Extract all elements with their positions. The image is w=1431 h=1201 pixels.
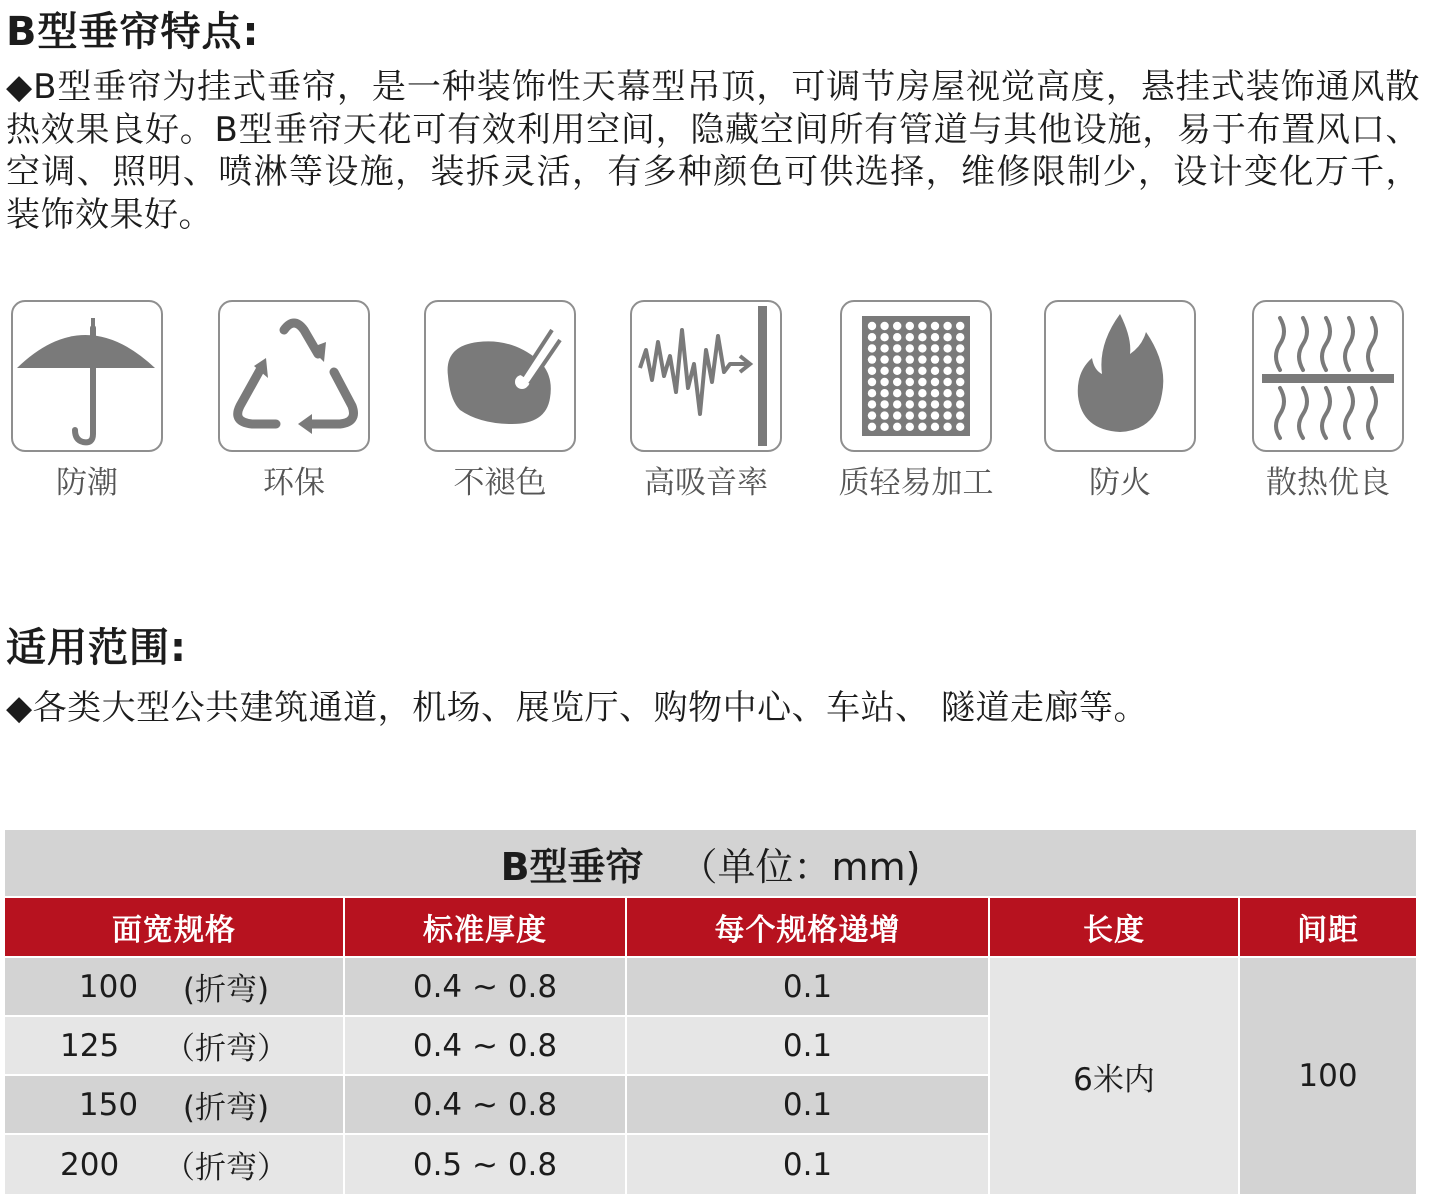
perforation-dot xyxy=(956,423,964,431)
perforation-dot xyxy=(868,322,876,330)
width-note: (折弯) xyxy=(182,972,270,1008)
perforation-dot xyxy=(918,344,926,352)
feature-icons-row xyxy=(0,300,1431,520)
table-title xyxy=(5,830,1416,896)
perforation-dot xyxy=(868,367,876,375)
color-palette-icon xyxy=(424,300,576,452)
header-increment: 每个规格递增 xyxy=(627,898,988,956)
perforation-dot xyxy=(893,367,901,375)
perforation-dot xyxy=(918,355,926,363)
perforation-dot xyxy=(893,355,901,363)
perforation-dot xyxy=(956,378,964,386)
width-note: （折弯） xyxy=(164,1031,288,1067)
perforation-dot xyxy=(943,355,951,363)
header-width-spec: 面宽规格 xyxy=(5,898,343,956)
perforation-dot xyxy=(880,378,888,386)
width-value: 100 xyxy=(78,968,139,1005)
perforation-dot xyxy=(918,333,926,341)
umbrella-icon xyxy=(11,300,163,452)
table-row-thickness: 0.4 ~ 0.8 xyxy=(345,1017,625,1074)
perforation-dot xyxy=(906,378,914,386)
sound-wave-icon xyxy=(630,300,782,452)
perforation-dot xyxy=(956,367,964,375)
perforation-dot xyxy=(918,411,926,419)
perforation-dot xyxy=(931,423,939,431)
table-title-text: B型垂帘 xyxy=(500,844,644,889)
spec-table xyxy=(5,830,1416,1197)
length-cell: 6米内 xyxy=(990,958,1238,1194)
table-unit: （单位：mm) xyxy=(679,844,921,889)
perforation-dot xyxy=(943,411,951,419)
feature-moisture-proof xyxy=(0,300,190,502)
table-row-thickness: 0.5 ~ 0.8 xyxy=(345,1135,625,1194)
perforation-dot xyxy=(906,322,914,330)
perforation-dot xyxy=(906,367,914,375)
perforation-dot xyxy=(956,389,964,397)
perforation-dot xyxy=(880,367,888,375)
perforation-dot xyxy=(918,378,926,386)
perforation-dot xyxy=(880,400,888,408)
perforation-dot xyxy=(931,367,939,375)
perforation-dot xyxy=(918,423,926,431)
perforation-dot xyxy=(868,344,876,352)
feature-label: 散热优良 xyxy=(1266,465,1390,501)
table-row-width xyxy=(5,1076,343,1133)
perforation-dot xyxy=(880,411,888,419)
perforation-dot xyxy=(893,333,901,341)
table-row-thickness: 0.4 ~ 0.8 xyxy=(345,1076,625,1133)
perforation-dot xyxy=(918,367,926,375)
header-length: 长度 xyxy=(990,898,1238,956)
width-value: 125 xyxy=(60,1027,120,1064)
feature-lightweight xyxy=(813,300,1019,502)
perforation-dot xyxy=(868,411,876,419)
scope-description: ◆各类大型公共建筑通道，机场、展览厅、购物中心、车站、 隧道走廊等。 xyxy=(6,688,1148,728)
perforation-dot xyxy=(943,333,951,341)
perforation-dot xyxy=(956,344,964,352)
perforation-dot xyxy=(868,355,876,363)
perforation-dot xyxy=(956,400,964,408)
perforation-dot xyxy=(880,322,888,330)
perforation-dot xyxy=(868,389,876,397)
perforation-dot xyxy=(880,355,888,363)
perforation-dot xyxy=(931,344,939,352)
feature-label: 质轻易加工 xyxy=(838,465,994,501)
feature-label: 环保 xyxy=(263,465,325,501)
width-value: 150 xyxy=(78,1086,139,1123)
perforation-dot xyxy=(943,389,951,397)
feature-eco xyxy=(191,300,397,502)
perforation-dot xyxy=(906,411,914,419)
heat-dissipation-icon xyxy=(1252,300,1404,452)
perforation-dot xyxy=(931,333,939,341)
flame-icon xyxy=(1044,300,1196,452)
table-row-thickness: 0.4 ~ 0.8 xyxy=(345,958,625,1015)
perforation-dot xyxy=(893,411,901,419)
feature-fireproof xyxy=(1017,300,1223,502)
width-note: （折弯） xyxy=(164,1150,288,1186)
perforation-dot xyxy=(880,423,888,431)
perforation-dot xyxy=(868,400,876,408)
perforation-dot xyxy=(880,344,888,352)
table-row-increment: 0.1 xyxy=(627,1135,988,1194)
features-description: ◆B型垂帘为挂式垂帘，是一种装饰性天幕型吊顶，可调节房屋视觉高度，悬挂式装饰通风散热效果良好。B型垂帘天花可有效利用空间，隐藏空间所有管道与其他设施，易于布置风口、空调、照明、喷淋等设施，装拆灵活，有多种颜色可供选择，维修限制少，设计变化万千，装饰效果好。 xyxy=(6,67,1420,235)
table-row-width xyxy=(5,1017,343,1074)
perforation-dot xyxy=(956,333,964,341)
perforation-dot xyxy=(893,389,901,397)
perforation-dot xyxy=(931,389,939,397)
perforation-dot xyxy=(880,389,888,397)
perforation-dot xyxy=(893,344,901,352)
perforation-dot xyxy=(918,400,926,408)
perforation-dot xyxy=(893,400,901,408)
table-row-increment: 0.1 xyxy=(627,1017,988,1074)
perforation-dot xyxy=(931,378,939,386)
feature-label: 不褪色 xyxy=(453,465,547,501)
perforation-dot xyxy=(943,367,951,375)
perforation-dot xyxy=(893,378,901,386)
perforation-dot xyxy=(880,333,888,341)
perforation-dot xyxy=(906,400,914,408)
perforation-dot xyxy=(931,400,939,408)
scope-title: 适用范围: xyxy=(6,625,187,671)
perforation-dot xyxy=(956,322,964,330)
feature-heat-dissipation xyxy=(1225,300,1431,502)
perforation-dot xyxy=(943,400,951,408)
width-note: (折弯) xyxy=(182,1090,270,1126)
perforation-dot xyxy=(906,344,914,352)
perforation-dot xyxy=(893,423,901,431)
perforation-dot xyxy=(918,389,926,397)
perforation-dot xyxy=(931,322,939,330)
feature-colorfast xyxy=(397,300,603,502)
perforation-dot xyxy=(943,423,951,431)
perforation-dot xyxy=(906,355,914,363)
perforation-dot xyxy=(906,389,914,397)
spacing-cell: 100 xyxy=(1240,958,1416,1194)
perforation-dot xyxy=(906,333,914,341)
perforation-dot xyxy=(868,378,876,386)
width-value: 200 xyxy=(60,1146,120,1183)
perforation-dot xyxy=(943,344,951,352)
feature-sound-absorption xyxy=(603,300,809,502)
perforated-panel-icon xyxy=(840,300,992,452)
perforation-dot xyxy=(931,411,939,419)
header-spacing: 间距 xyxy=(1240,898,1416,956)
header-thickness: 标准厚度 xyxy=(345,898,625,956)
table-row-increment: 0.1 xyxy=(627,1076,988,1133)
features-title: B型垂帘特点: xyxy=(6,9,260,55)
perforation-dot xyxy=(893,322,901,330)
perforation-dot xyxy=(931,355,939,363)
perforation-dot xyxy=(943,322,951,330)
perforation-dot xyxy=(956,411,964,419)
feature-label: 防潮 xyxy=(56,465,118,501)
feature-label: 高吸音率 xyxy=(644,465,768,501)
perforation-dot xyxy=(906,423,914,431)
table-row-width xyxy=(5,958,343,1015)
feature-label: 防火 xyxy=(1089,465,1151,501)
perforation-dot xyxy=(868,423,876,431)
table-row-width xyxy=(5,1135,343,1194)
perforation-dot xyxy=(918,322,926,330)
table-row-increment: 0.1 xyxy=(627,958,988,1015)
perforation-dot xyxy=(956,355,964,363)
recycle-icon xyxy=(218,300,370,452)
perforation-dot xyxy=(943,378,951,386)
perforation-dot xyxy=(868,333,876,341)
